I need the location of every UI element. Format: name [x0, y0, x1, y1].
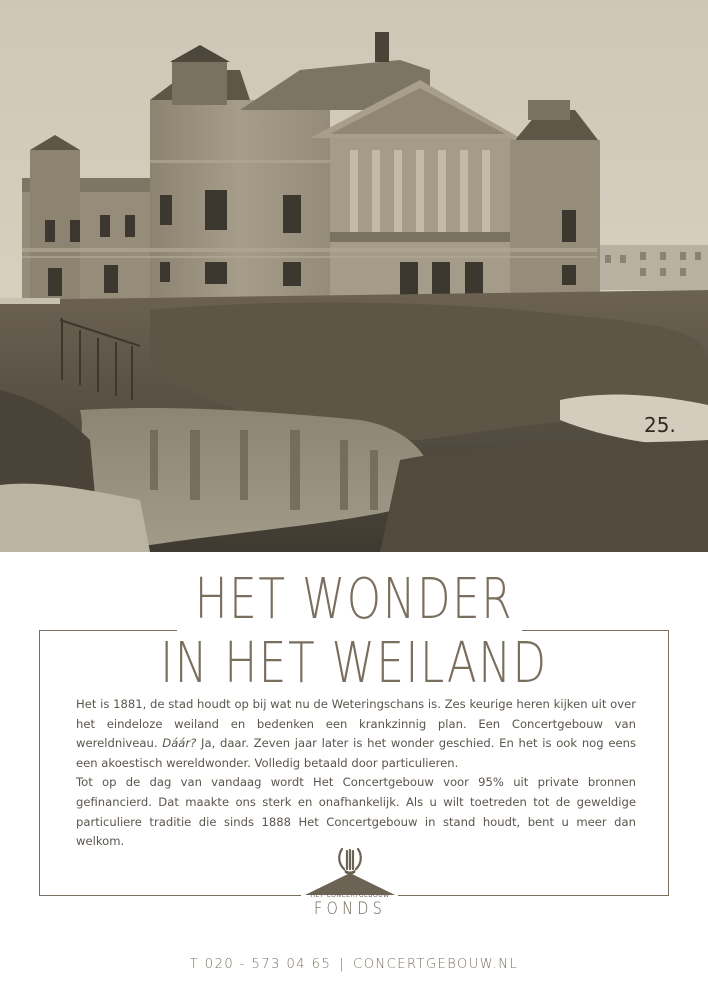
paragraph-1-part-a: Het is 1881, de stad houdt op bij wat nu de Weteringschans is. Zes keurige heren kijken uit over het eindeloze weiland en bedenken een krankzinnig plan. Een Concertgebouw van wereldniveau.	[76, 697, 636, 751]
lyre-icon	[300, 845, 400, 897]
frame-bottom-right	[398, 895, 669, 896]
photo-number-annotation: 25.	[644, 413, 676, 437]
body-text	[76, 695, 636, 852]
frame-top-left	[39, 630, 177, 631]
footer-phone: T 020 - 573 04 65	[189, 957, 332, 972]
headline-line-1: HET WONDER	[194, 567, 514, 632]
headline-line-2: IN HET WEILAND	[160, 631, 548, 696]
paragraph-2: Tot op de dag van vandaag wordt Het Concertgebouw voor 95% uit private bronnen gefinancierd. Dat maakte ons sterk en onafhankelijk. Als u wilt toetreden tot de geweldige particuliere traditie die sinds 1888 Het Concertgebouw in stand houdt, bent u meer dan welkom.	[76, 775, 636, 849]
logo-fonds-text: FONDS	[313, 899, 387, 919]
paragraph-1	[76, 695, 636, 773]
frame-left	[39, 630, 40, 896]
footer-contact	[0, 957, 708, 972]
frame-top-right	[522, 630, 669, 631]
paragraph-1-part-b: Ja, daar. Zeven jaar later is het wonder geschied. En het is ook nog eens een akoestisch wereldwonder. Volledig betaald door particulieren.	[76, 736, 636, 770]
fonds-logo	[300, 845, 400, 925]
footer-website[interactable]: CONCERTGEBOUW.NL	[353, 957, 519, 972]
paragraph-1-emphasis: Dáár?	[162, 736, 197, 751]
footer-separator: |	[339, 957, 346, 972]
logo-small-text: HET CONCERTGEBOUW	[310, 892, 390, 899]
frame-right	[668, 630, 669, 896]
frame-bottom-left	[39, 895, 301, 896]
